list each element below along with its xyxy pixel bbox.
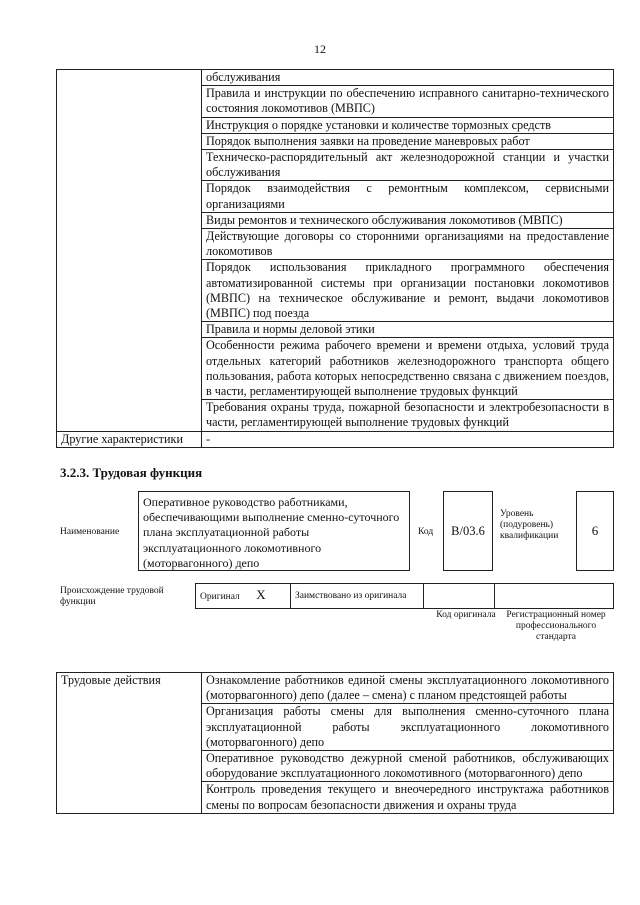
labor-action-row: Оперативное руководство дежурной сменой работников, обслуживающих оборудование эксплуатационного локомотивного (моторвагонного) депо bbox=[202, 751, 614, 782]
other-characteristics-value: - bbox=[202, 431, 614, 447]
section-title: 3.2.3. Трудовая функция bbox=[60, 465, 203, 480]
name-label: Наименование bbox=[60, 527, 120, 537]
labor-actions-table bbox=[56, 672, 614, 814]
requirement-row: Особенности режима рабочего времени и времени отдыха, условий труда отдельных категорий работников железнодорожного транспорта общего пользования, работа которых непосредственно связана с движением поездов, в части, регламентирующей выполнение трудовых функций bbox=[202, 338, 614, 400]
original-mark: X bbox=[256, 586, 266, 602]
requirement-row: Порядок взаимодействия с ремонтным комплексом, сервисными организациями bbox=[202, 181, 614, 212]
level-label: Уровень (подуровень) квалификации bbox=[500, 509, 559, 541]
registration-caption: Регистрационный номер профессионального стандарта bbox=[506, 610, 606, 642]
other-characteristics-label: Другие характеристики bbox=[57, 431, 202, 447]
requirement-row: Правила и нормы деловой этики bbox=[202, 322, 614, 338]
requirements-table bbox=[56, 69, 614, 448]
labor-action-row: Ознакомление работников единой смены эксплуатационного локомотивного (моторвагонного) депо (далее – смена) с планом предстоящей работы bbox=[202, 673, 614, 704]
labor-actions-label: Трудовые действия bbox=[57, 673, 202, 814]
requirement-row: Правила и инструкции по обеспечению исправного санитарно-технического состояния локомотивов (МВПС) bbox=[202, 86, 614, 117]
function-code-box: B/03.6 bbox=[443, 491, 493, 571]
code-caption: Код оригинала bbox=[436, 610, 496, 620]
function-name-box: Оперативное руководство работниками, обеспечивающими выполнение сменно-суточного плана эксплуатационной работы эксплуатационного локомотивного (моторвагонного) депо bbox=[138, 491, 410, 571]
requirement-row: Инструкция о порядке установки и количестве тормозных средств bbox=[202, 117, 614, 133]
registration-number-cell bbox=[495, 584, 614, 609]
origin-table bbox=[195, 583, 614, 609]
requirement-row: Порядок использования прикладного программного обеспечения автоматизированной системы при организации постановки локомотивов (МВПС) на техническое обслуживание и ремонт, выдачи локомотивов (МВПС) под поезда bbox=[202, 260, 614, 322]
original-label: Оригинал bbox=[200, 591, 240, 602]
level-value-box: 6 bbox=[576, 491, 614, 571]
original-cell bbox=[196, 584, 291, 609]
requirements-left-cell bbox=[57, 70, 202, 432]
requirement-row: Техническо-распорядительный акт железнодорожной станции и участки обслуживания bbox=[202, 150, 614, 181]
code-label: Код bbox=[418, 527, 434, 537]
origin-label: Происхождение трудовой функции bbox=[60, 586, 164, 607]
original-code-cell bbox=[424, 584, 495, 609]
requirement-row: Требования охраны труда, пожарной безопасности и электробезопасности в части, регламентирующей выполнение трудовых функций bbox=[202, 400, 614, 431]
requirement-row: Порядок выполнения заявки на проведение маневровых работ bbox=[202, 133, 614, 149]
labor-action-row: Организация работы смены для выполнения сменно-суточного плана эксплуатационной работы эксплуатационного локомотивного (моторвагонного) депо bbox=[202, 704, 614, 751]
requirement-row: Действующие договоры со сторонними организациями на предоставление локомотивов bbox=[202, 229, 614, 260]
page-number: 12 bbox=[314, 42, 326, 56]
requirement-row: обслуживания bbox=[202, 70, 614, 86]
borrowed-label: Заимствовано из оригинала bbox=[291, 584, 424, 609]
requirement-row: Виды ремонтов и технического обслуживания локомотивов (МВПС) bbox=[202, 212, 614, 228]
labor-action-row: Контроль проведения текущего и внеочередного инструктажа работников смены по вопросам безопасности движения и охраны труда bbox=[202, 782, 614, 813]
